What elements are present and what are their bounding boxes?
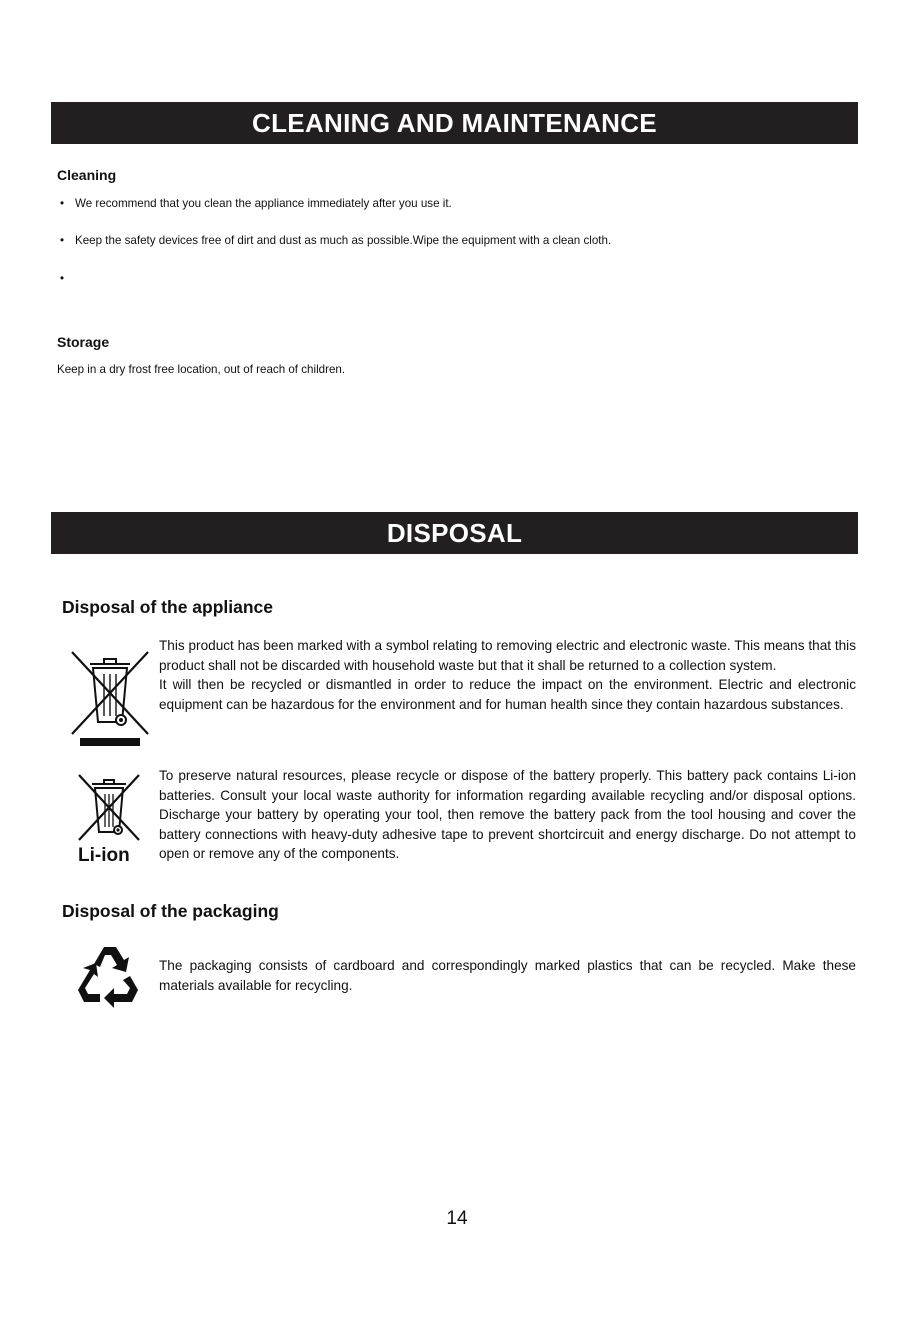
appliance-paragraph-1: This product has been marked with a symbol relating to removing electric and electronic waste. This means that this product shall not be discarded with household waste but that it shall be returned to a collection system. <box>159 638 856 673</box>
section-title: CLEANING AND MAINTENANCE <box>252 107 657 138</box>
recycling-icon <box>74 942 142 1015</box>
disposal-appliance-heading: Disposal of the appliance <box>62 597 274 617</box>
li-ion-label: Li-ion <box>78 845 130 866</box>
list-item-text: We recommend that you clean the appliance immediately after you use it. <box>75 197 452 210</box>
bullet-marker: • <box>60 272 65 285</box>
disposal-appliance-text <box>159 636 856 714</box>
battery-disposal-text <box>159 766 856 864</box>
disposal-packaging-heading: Disposal of the packaging <box>62 901 279 921</box>
list-item <box>60 271 860 287</box>
packaging-paragraph: The packaging consists of cardboard and correspondingly marked plastics that can be recycled. Make these materials available for recycling. <box>159 958 856 993</box>
crossed-out-bin-battery-icon <box>76 772 142 849</box>
section-banner-disposal <box>51 512 858 554</box>
list-item <box>60 196 860 212</box>
page-number: 14 <box>446 1208 468 1229</box>
section-title: DISPOSAL <box>386 517 523 548</box>
appliance-paragraph-2: It will then be recycled or dismantled in order to reduce the impact on the environment. Electric and electronic equipment can be hazardous for the environment and for human health since they contain hazardous substances. <box>159 677 856 712</box>
list-item-text: Keep the safety devices free of dirt and dust as much as possible.Wipe the equipment with a clean cloth. <box>75 234 612 247</box>
packaging-disposal-text <box>159 956 856 995</box>
battery-paragraph: To preserve natural resources, please recycle or dispose of the battery properly. This battery pack contains Li-ion batteries. Consult your local waste authority for information regarding available recycling and/or disposal options. Discharge your battery by operating your tool, then remove the battery pack from the tool housing and cover the battery connections with heavy-duty adhesive tape to prevent shortcircuit and energy discharge. Do not attempt to open or remove any of the components. <box>159 768 856 862</box>
section-banner-cleaning-maintenance <box>51 102 858 144</box>
storage-text: Keep in a dry frost free location, out of reach of children. <box>57 363 346 376</box>
bullet-marker: • <box>60 234 65 247</box>
crossed-out-wheelie-bin-icon <box>68 648 152 753</box>
bullet-marker: • <box>60 197 65 210</box>
cleaning-heading: Cleaning <box>57 167 117 183</box>
storage-heading: Storage <box>57 334 110 350</box>
list-item <box>60 233 860 249</box>
